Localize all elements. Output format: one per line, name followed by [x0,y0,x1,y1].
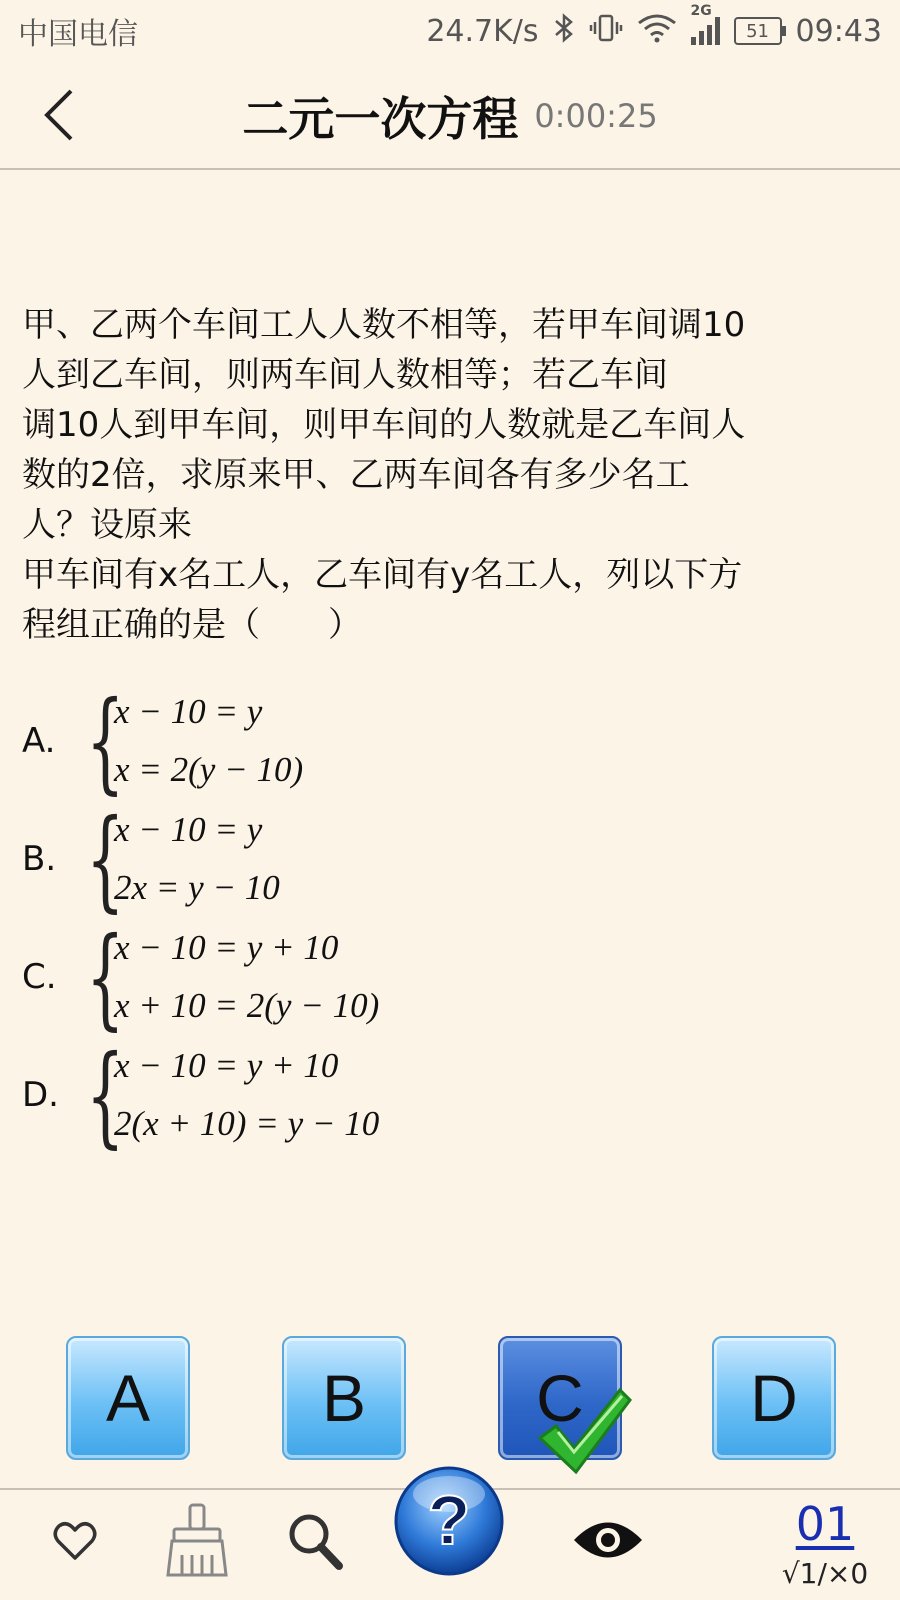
brace-symbol: { [86,795,125,923]
show-answer-button[interactable] [570,1510,646,1570]
heart-icon [53,1521,97,1561]
answer-a-button[interactable]: A [66,1336,190,1460]
option-b [22,795,882,923]
help-button[interactable] [392,1464,506,1578]
elapsed-timer: 0:00:25 [534,97,658,135]
question-line: 调10人到甲车间，则甲车间的人数就是乙车间人 [22,405,746,445]
option-a [22,677,882,805]
equation-system [114,683,303,799]
question-line: 人到乙车间，则两车间人数相等；若乙车间 [22,355,668,395]
option-c [22,913,882,1041]
clock: 09:43 [795,13,882,49]
page-title: 二元一次方程 [242,92,519,146]
answer-c-button[interactable]: C [498,1336,622,1460]
answer-buttons [0,1336,900,1466]
option-letter: B. [22,839,57,879]
question-counter[interactable] [770,1494,880,1594]
equation-system [114,1037,379,1153]
brace-symbol: { [86,677,125,805]
option-d [22,1031,882,1159]
cell-signal-icon [690,3,720,45]
help-glyph: ? [427,1481,471,1559]
option-list [22,677,882,1159]
battery-level: 51 [746,20,769,42]
question-text [22,300,882,650]
question-number: 01 [795,1497,855,1551]
option-letter: A. [22,721,56,761]
equation: x − 10 = y [114,692,263,731]
back-button[interactable] [28,80,88,150]
brace-symbol: { [86,1031,125,1159]
question-line: 数的2倍，求原来甲、乙两车间各有多少名工 [22,455,690,495]
option-letter: C. [22,957,57,997]
answer-b-button[interactable]: B [282,1336,406,1460]
equation-system [114,919,379,1035]
equation: 2x = y − 10 [114,868,280,907]
question-line: 甲车间有x名工人，乙车间有y名工人，列以下方 [22,555,743,595]
question-line: 人？设原来 [22,505,192,545]
bottom-toolbar [0,1481,900,1600]
equation: x − 10 = y + 10 [114,1046,339,1085]
equation-system [114,801,280,917]
network-type: 2G [690,3,712,19]
nav-bar [0,62,900,170]
equation: x + 10 = 2(y − 10) [114,986,380,1025]
status-icons [426,3,882,50]
search-icon [286,1511,344,1571]
checkmark-icon [536,1386,632,1476]
help-icon [392,1464,506,1578]
network-speed: 24.7K/s [426,13,539,49]
carrier-label: 中国电信 [18,17,138,52]
score-tally: √1/×0 [781,1557,869,1590]
wifi-icon [637,13,677,50]
equation: x − 10 = y [114,810,263,849]
clear-button[interactable] [162,1500,232,1580]
brace-symbol: { [86,913,125,1041]
favorite-button[interactable] [48,1514,102,1568]
title-area [0,62,900,170]
equation: x − 10 = y + 10 [114,928,339,967]
question-line: 程组正确的是（ ） [22,605,362,645]
bluetooth-icon [553,13,575,50]
search-button[interactable] [284,1508,346,1574]
battery-icon [734,17,782,45]
equation: 2(x + 10) = y − 10 [114,1104,380,1143]
option-letter: D. [22,1075,59,1115]
vibrate-icon [589,13,623,50]
chevron-left-icon [41,87,75,143]
status-bar [0,0,900,62]
broom-icon [164,1503,230,1577]
question-line: 甲、乙两个车间工人人数不相等，若甲车间调10 [22,305,746,345]
answer-d-button[interactable]: D [712,1336,836,1460]
equation: x = 2(y − 10) [114,750,304,789]
eye-icon [571,1515,645,1565]
